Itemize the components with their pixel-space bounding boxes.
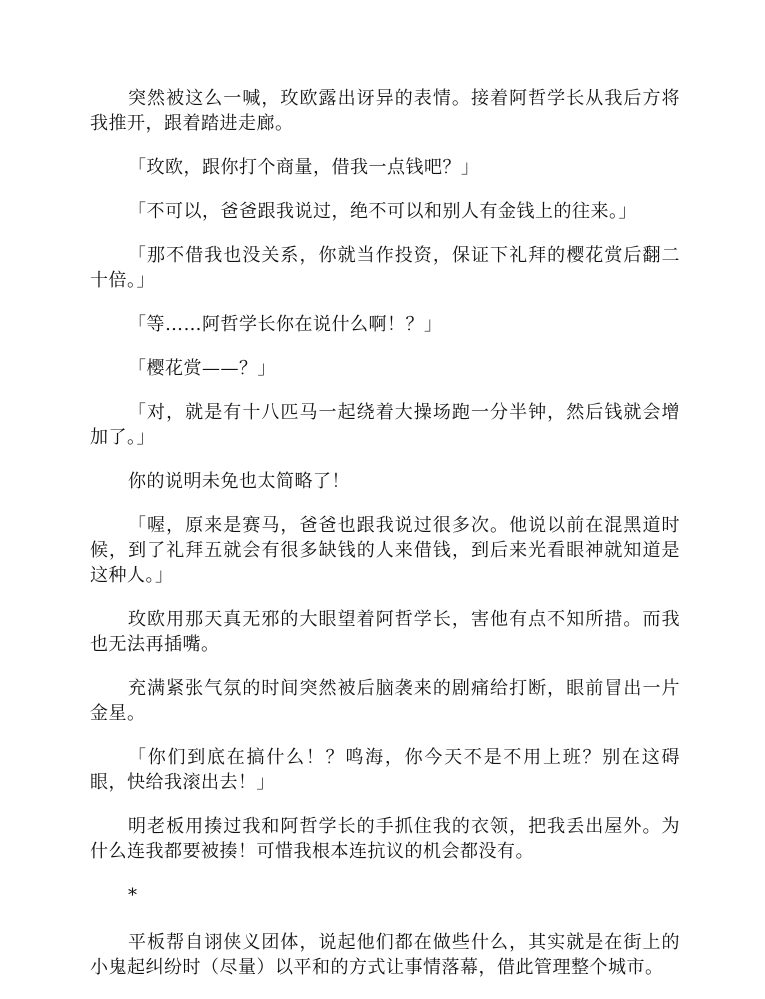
paragraph-14: 平板帮自诩侠义团体，说起他们都在做些什么，其实就是在街上的小鬼起纠纷时（尽量）以平和的方式让事情落幕，借此管理整个城市。 [90, 932, 680, 978]
document-page [90, 86, 680, 999]
paragraph-13: 明老板用揍过我和阿哲学长的手抓住我的衣领，把我丢出屋外。为什么连我都要被揍！可惜我根本连抗议的机会都没有。 [90, 816, 680, 862]
paragraph-11: 充满紧张气氛的时间突然被后脑袭来的剧痛给打断，眼前冒出一片金星。 [90, 678, 680, 724]
paragraph-12: 「你们到底在搞什么！？鸣海，你今天不是不用上班？别在这碍眼，快给我滚出去！」 [90, 747, 680, 793]
paragraph-10: 玫欧用那天真无邪的大眼望着阿哲学长，害他有点不知所措。而我也无法再插嘴。 [90, 609, 680, 655]
paragraph-2: 「玫欧，跟你打个商量，借我一点钱吧？」 [128, 157, 480, 178]
paragraph-1: 突然被这么一喊，玫欧露出讶异的表情。接着阿哲学长从我后方将我推开，跟着踏进走廊。 [90, 88, 680, 134]
paragraph-5: 「等……阿哲学长你在说什么啊！？」 [128, 314, 443, 335]
paragraph-6: 「樱花赏——？」 [128, 358, 276, 379]
scene-break-asterisk: * [128, 885, 138, 906]
paragraph-9: 「喔，原来是赛马，爸爸也跟我说过很多次。他说以前在混黑道时候，到了礼拜五就会有很多缺钱的人来借钱，到后来光看眼神就知道是这种人。」 [90, 515, 680, 586]
paragraph-8: 你的说明未免也太简略了！ [128, 471, 350, 492]
paragraph-3: 「不可以，爸爸跟我说过，绝不可以和别人有金钱上的往来。」 [128, 201, 637, 222]
paragraph-4: 「那不借我也没关系，你就当作投资，保证下礼拜的樱花赏后翻二十倍。」 [90, 245, 680, 291]
paragraph-7: 「对，就是有十八匹马一起绕着大操场跑一分半钟，然后钱就会增加了。」 [90, 402, 680, 448]
